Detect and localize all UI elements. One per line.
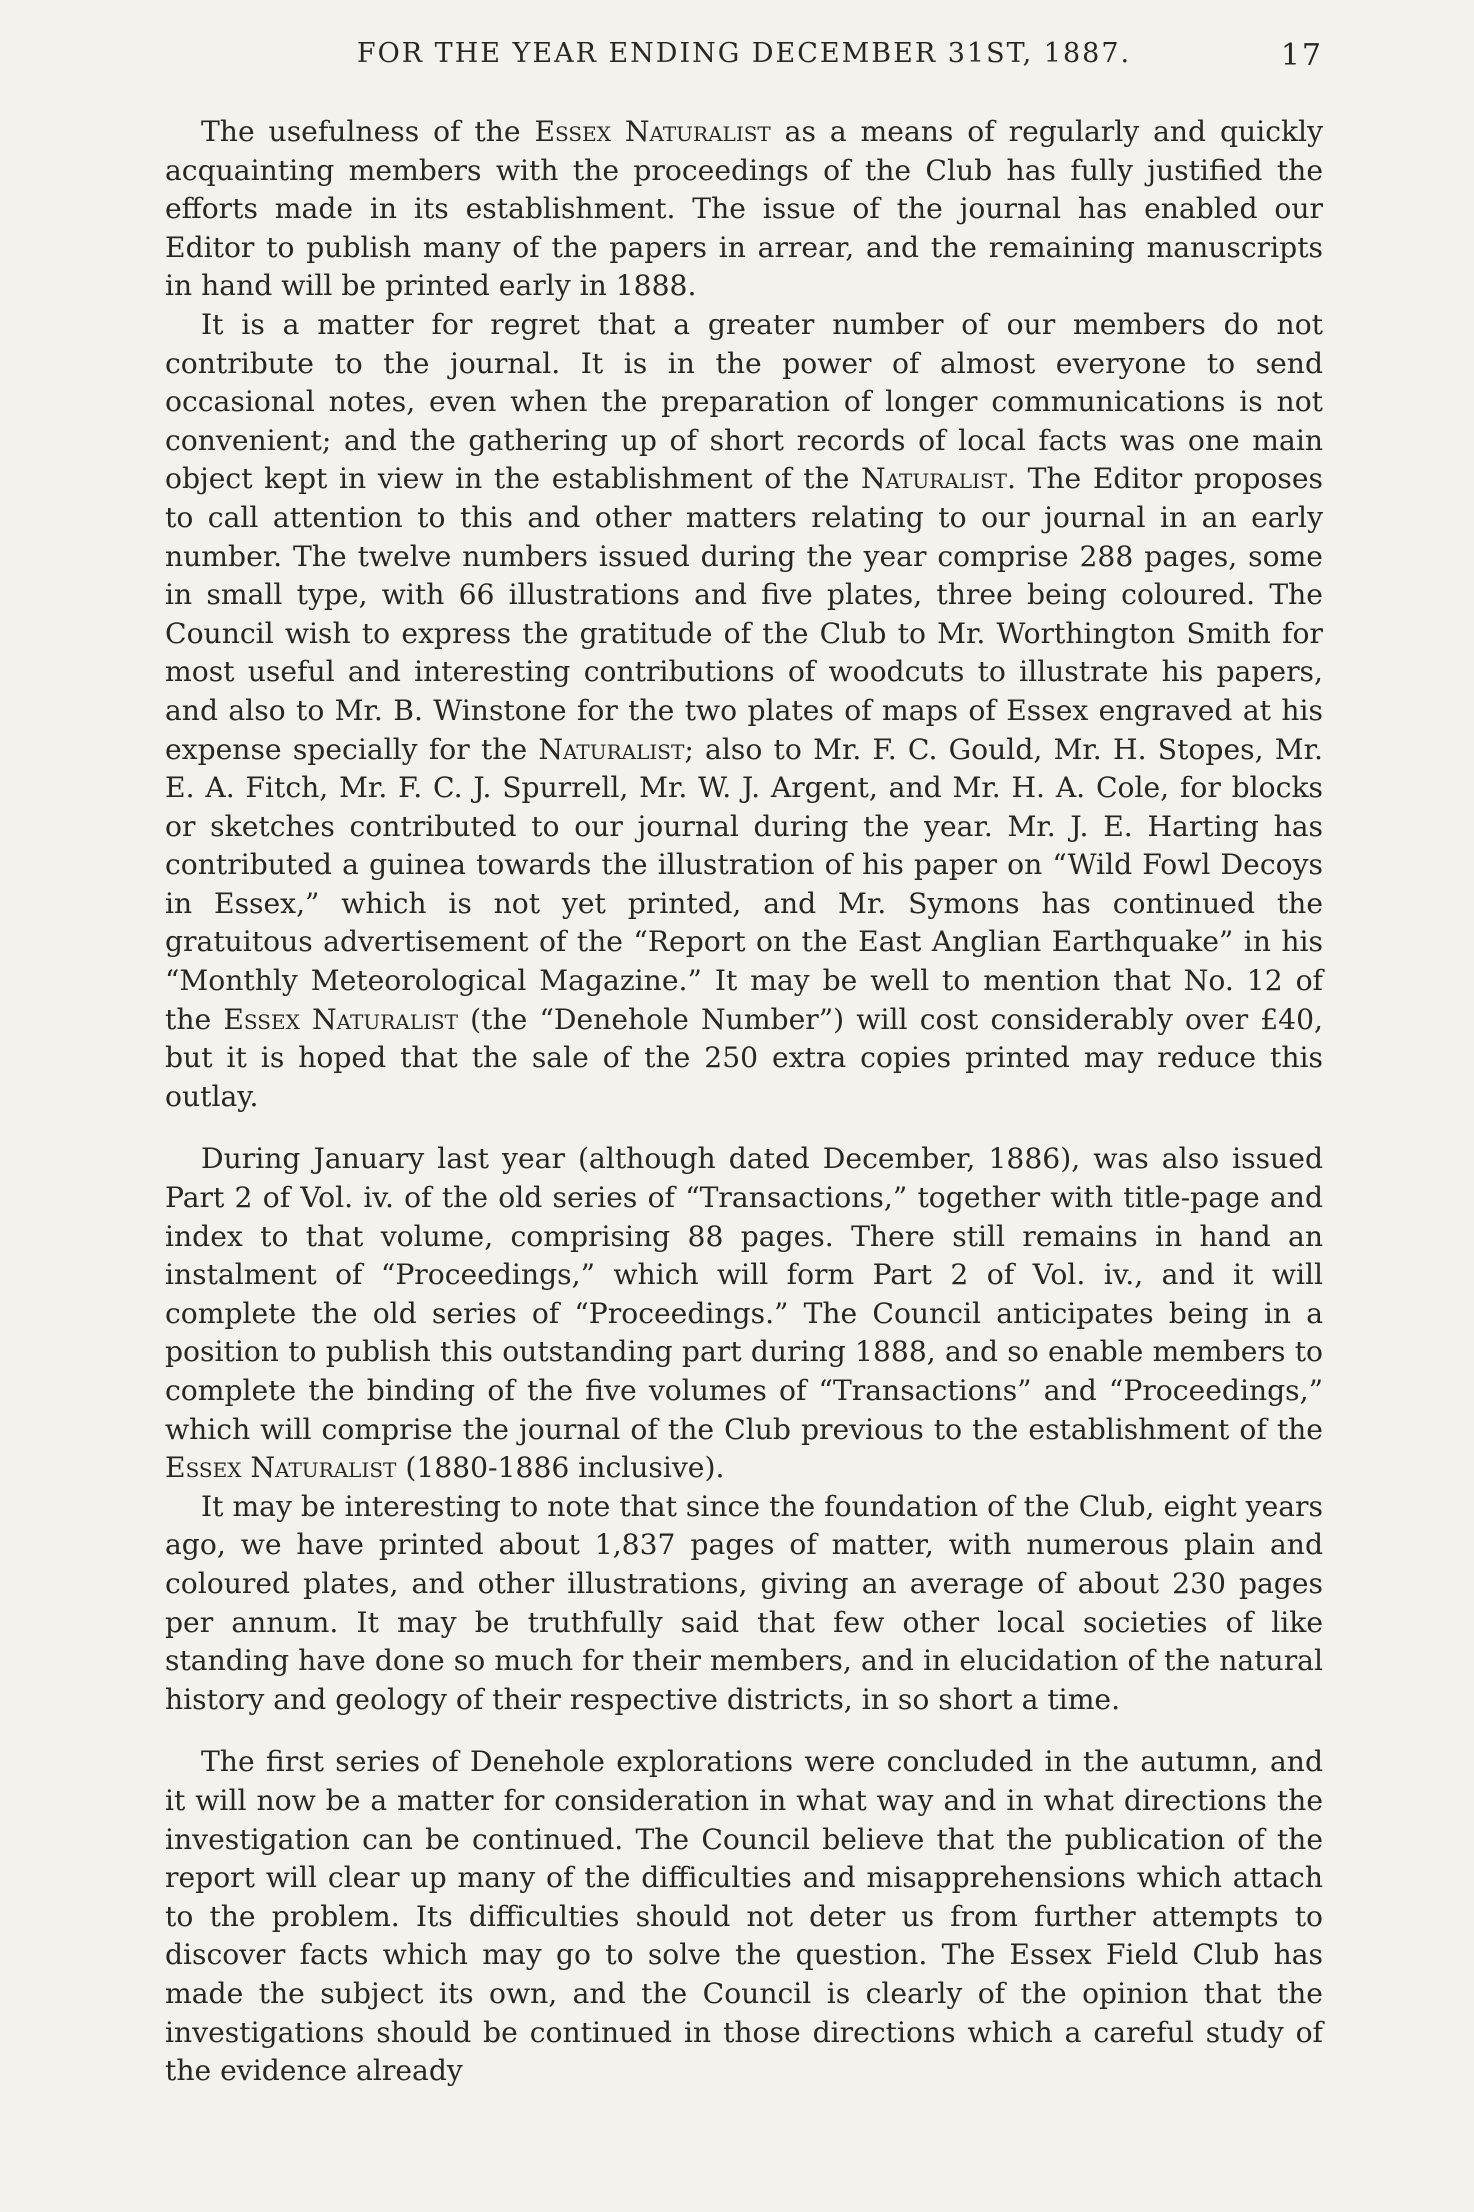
- running-head: FOR THE YEAR ENDING DECEMBER 31ST, 1887.: [356, 38, 1132, 69]
- page-header: [165, 38, 1323, 78]
- page-number: 17: [1280, 38, 1323, 73]
- body-text: [165, 113, 1323, 2091]
- paragraph-denehole-explorations: The first series of Denehole explorations were concluded in the autumn, and it will now be a matter for consideration in what way and in what directions the investigation can be continued. The Council believe that the publication of the report will clear up many of the difficulties and misapprehensions which attach to the problem. Its difficulties should not deter us from further attempts to discover facts which may go to solve the question. The Essex Field Club has made the subject its own, and the Council is clearly of the opinion that the investigations should be continued in those directions which a careful study of the evidence already: [165, 1745, 1323, 2088]
- paragraph-essex-naturalist-usefulness: The usefulness of the Essex Naturalist as a means of regularly and quickly acquainting members with the proceedings of the Club has fully justified the efforts made in its establishment. The issue of the journal has enabled our Editor to publish many of the papers in arrear, and the remaining manuscripts in hand will be printed early in 1888.: [165, 115, 1323, 303]
- paragraph-transactions: During January last year (although dated December, 1886), was also issued Part 2 of Vol. iv. of the old series of “Transactions,” together with title-page and index to that volume, comprising 88 pages. There still remains in hand an instalment of “Proceedings,” which will form Part 2 of Vol. iv., and it will complete the old series of “Proceedings.” The Council anticipates being in a position to publish this outstanding part during 1888, and so enable members to complete the binding of the five volumes of “Transactions” and “Proceedings,” which will comprise the journal of the Club previous to the establishment of the Essex Naturalist (1880-1886 inclusive).: [165, 1142, 1323, 1485]
- paragraph-pages-printed: It may be interesting to note that since the foundation of the Club, eight years ago, we have printed about 1,837 pages of matter, with numerous plain and coloured plates, and other illustrations, giving an average of about 230 pages per annum. It may be truthfully said that few other local societies of like standing have done so much for their members, and in elucidation of the natural history and geology of their respective districts, in so short a time.: [165, 1489, 1323, 1716]
- paragraph-contributions: It is a matter for regret that a greater number of our members do not contribute to the journal. It is in the power of almost everyone to send occasional notes, even when the preparation of longer communications is not convenient; and the gathering up of short records of local facts was one main object kept in view in the establishment of the Naturalist. The Editor proposes to call attention to this and other matters relating to our journal in an early number. The twelve numbers issued during the year comprise 288 pages, some in small type, with 66 illustrations and five plates, three being coloured. The Council wish to express the gratitude of the Club to Mr. Worthington Smith for most useful and interesting contributions of woodcuts to illustrate his papers, and also to Mr. B. Winstone for the two plates of maps of Essex engraved at his expense specially for the Naturalist; also to Mr. F. C. Gould, Mr. H. Stopes, Mr. E. A. Fitch, Mr. F. C. J. Spurrell, Mr. W. J. Argent, and Mr. H. A. Cole, for blocks or sketches contributed to our journal during the year. Mr. J. E. Harting has contributed a guinea towards the illustration of his paper on “Wild Fowl Decoys in Essex,” which is not yet printed, and Mr. Symons has continued the gratuitous advertisement of the “Report on the East Anglian Earthquake” in his “Monthly Meteorological Magazine.” It may be well to mention that No. 12 of the Essex Naturalist (the “Denehole Number”) will cost considerably over £40, but it is hoped that the sale of the 250 extra copies printed may reduce this outlay.: [165, 307, 1324, 1113]
